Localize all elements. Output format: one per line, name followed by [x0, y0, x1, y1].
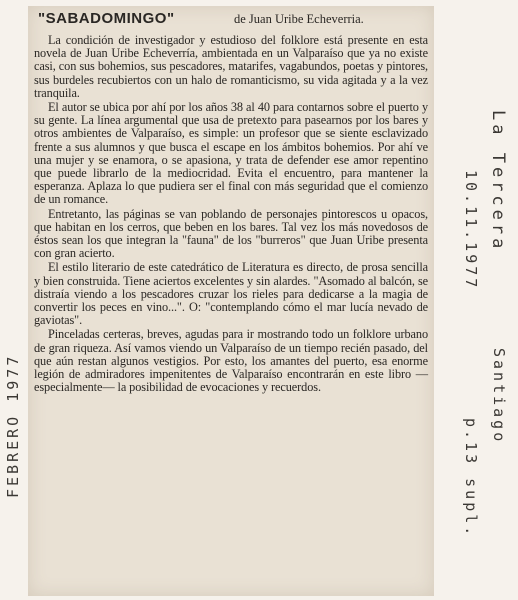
article-title: "SABADOMINGO" [38, 10, 175, 27]
paragraph: La condición de investigador y estudioso del folklore está presente en esta novela de Juan Uribe Echeverría, ambientada en un Valparaíso que ya no existe casi, con sus bohemios, sus pescadores, matarifes, vagabundos, poetas y pintores, sus burdeles recubiertos con un halo de romanticismo, su vida agitada y a la vez tranquila. [34, 33, 428, 100]
handwritten-page: p.13 supl. [462, 418, 480, 539]
paragraph: Entretanto, las páginas se van poblando de personajes pintorescos u opacos, que habitan en los cerros, que beben en los bares. Tal vez los más novedosos de éstos sean los que integran la "fauna" de los "burreros" que Juan Uribe presenta con gran acierto. [34, 206, 428, 261]
article-header [34, 10, 428, 32]
handwritten-date-left: FEBRERO 1977 [4, 353, 22, 498]
article-body [34, 34, 428, 394]
handwritten-city: Santiago [490, 348, 508, 445]
handwritten-date: 10.11.1977 [462, 170, 480, 291]
paragraph: El estilo literario de este catedrático de Literatura es directo, de prosa sencilla y bien construida. Tiene aciertos excelentes y sin alardes. "Asomado al balcón, se distraía viendo a los pescadores cruzar los rieles para dedicarse a la magia de convertir los peces en vino...". O: "contemplando cómo el mar lucía nevado de gaviotas". [34, 260, 428, 328]
article-byline: de Juan Uribe Echeverria. [234, 12, 364, 26]
paragraph: Pinceladas certeras, breves, agudas para ir mostrando todo un folklore urbano de gran riqueza. Así vamos viendo un Valparaíso de un tiempo recién pasado, del que aún restan algunos vestigios. Por esto, los amantes del puerto, esa enorme legión de admiradores impenitentes de Valparaíso encontrarán en este libro —especialmente— la posibilidad de evocaciones y recuerdos. [34, 327, 428, 395]
newspaper-clipping [28, 6, 434, 596]
paragraph: El autor se ubica por ahí por los años 38 al 40 para contarnos sobre el puerto y su gente. La línea argumental que usa de pretexto para pasearnos por los bares y otros ambientes de Valparaíso, es simple: un profesor que se siente esclavizado frente a sus alumnos y que busca el escape en los ámbitos bohemios. Por ahí ve una mujer y se enamora, o se apasiona, y trata de defender ese amor repentino que puede librarlo de la mediocridad. Evita el encuentro, para mantener la esperanza. Aplaza lo que pudiera ser el final con más seguridad que el comienzo de un romance. [34, 100, 428, 207]
handwritten-source: La Tercera [488, 110, 508, 253]
